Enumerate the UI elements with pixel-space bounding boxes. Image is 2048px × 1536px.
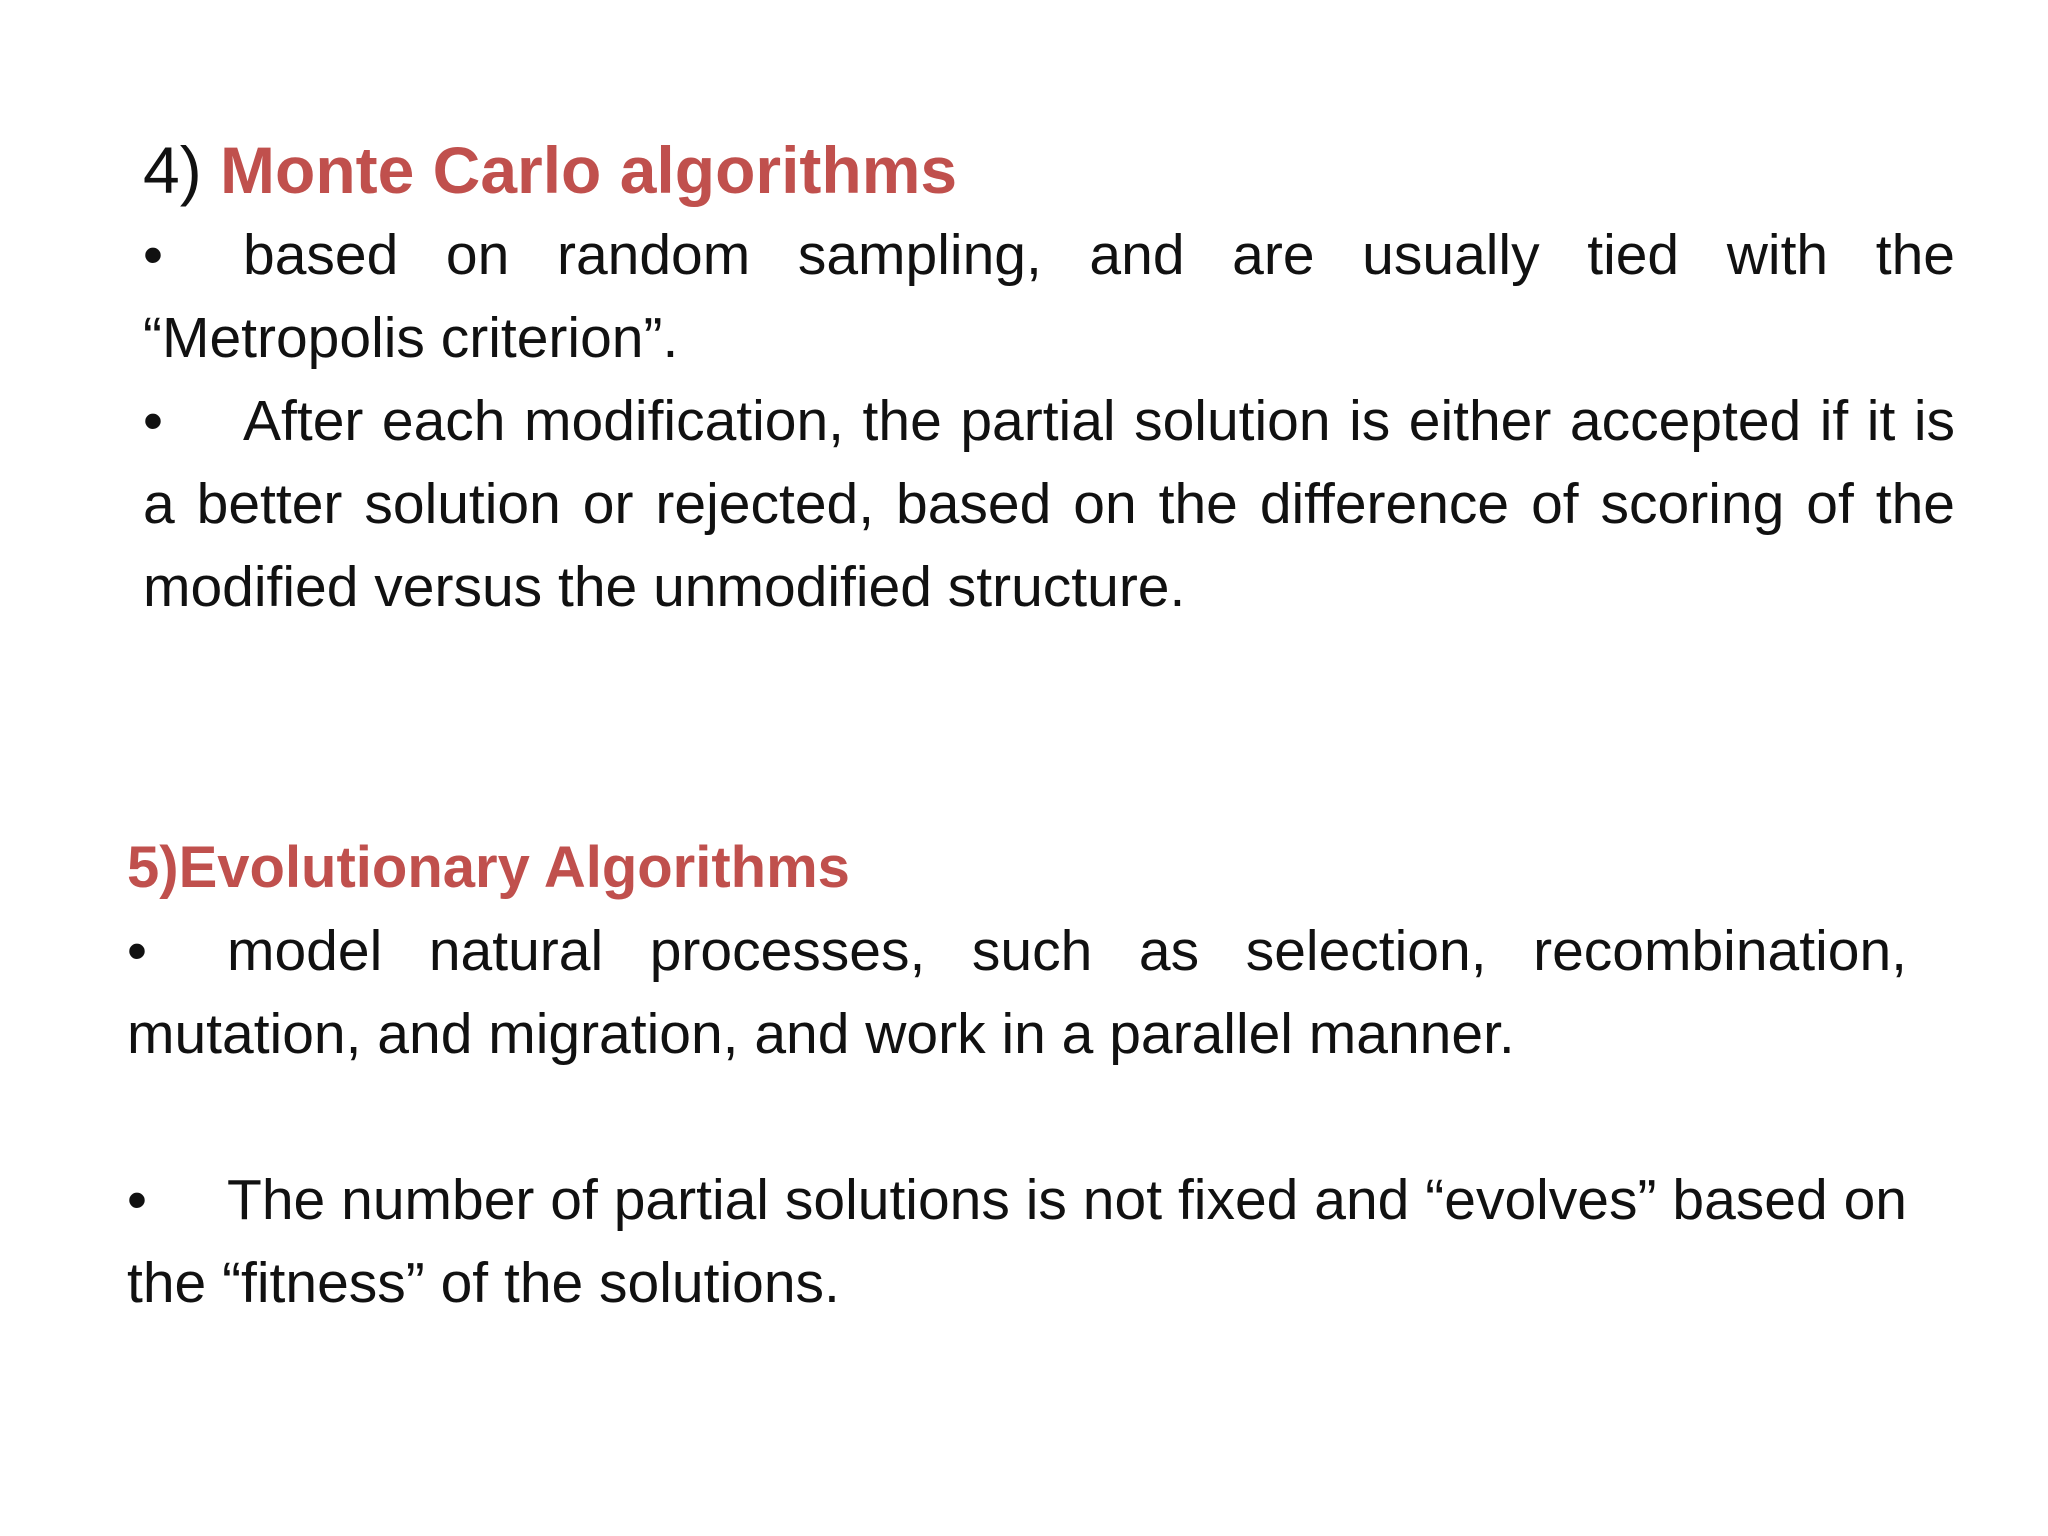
bullet-marker: • xyxy=(143,223,163,287)
section-heading-5: 5)Evolutionary Algorithms xyxy=(127,835,850,900)
section-monte-carlo xyxy=(143,126,1955,629)
bullet-item xyxy=(143,380,1955,629)
bullet-item xyxy=(127,910,1907,1076)
section-heading-4 xyxy=(143,126,1955,214)
bullet-text: model natural processes, such as selection, recombination, mutation, and migration, and work in a parallel manner. xyxy=(127,919,1907,1066)
section-number: 4) xyxy=(143,133,202,207)
section-title: Monte Carlo algorithms xyxy=(220,133,958,207)
bullet-marker: • xyxy=(127,1168,147,1232)
bullet-text: The number of partial solutions is not fixed and “evolves” based on the “fitness” of the solutions. xyxy=(127,1168,1907,1315)
bullet-item xyxy=(143,214,1955,380)
section-evolutionary xyxy=(127,826,1907,1325)
bullet-marker: • xyxy=(143,389,163,453)
spacer xyxy=(127,1076,1907,1159)
bullet-item xyxy=(127,1159,1907,1325)
bullet-text: based on random sampling, and are usually tied with the “Metropolis criterion”. xyxy=(143,223,1955,370)
bullet-marker: • xyxy=(127,919,147,983)
bullet-text: After each modification, the partial solution is either accepted if it is a better solution or rejected, based on the difference of scoring of the modified versus the unmodified structure. xyxy=(143,389,1955,619)
